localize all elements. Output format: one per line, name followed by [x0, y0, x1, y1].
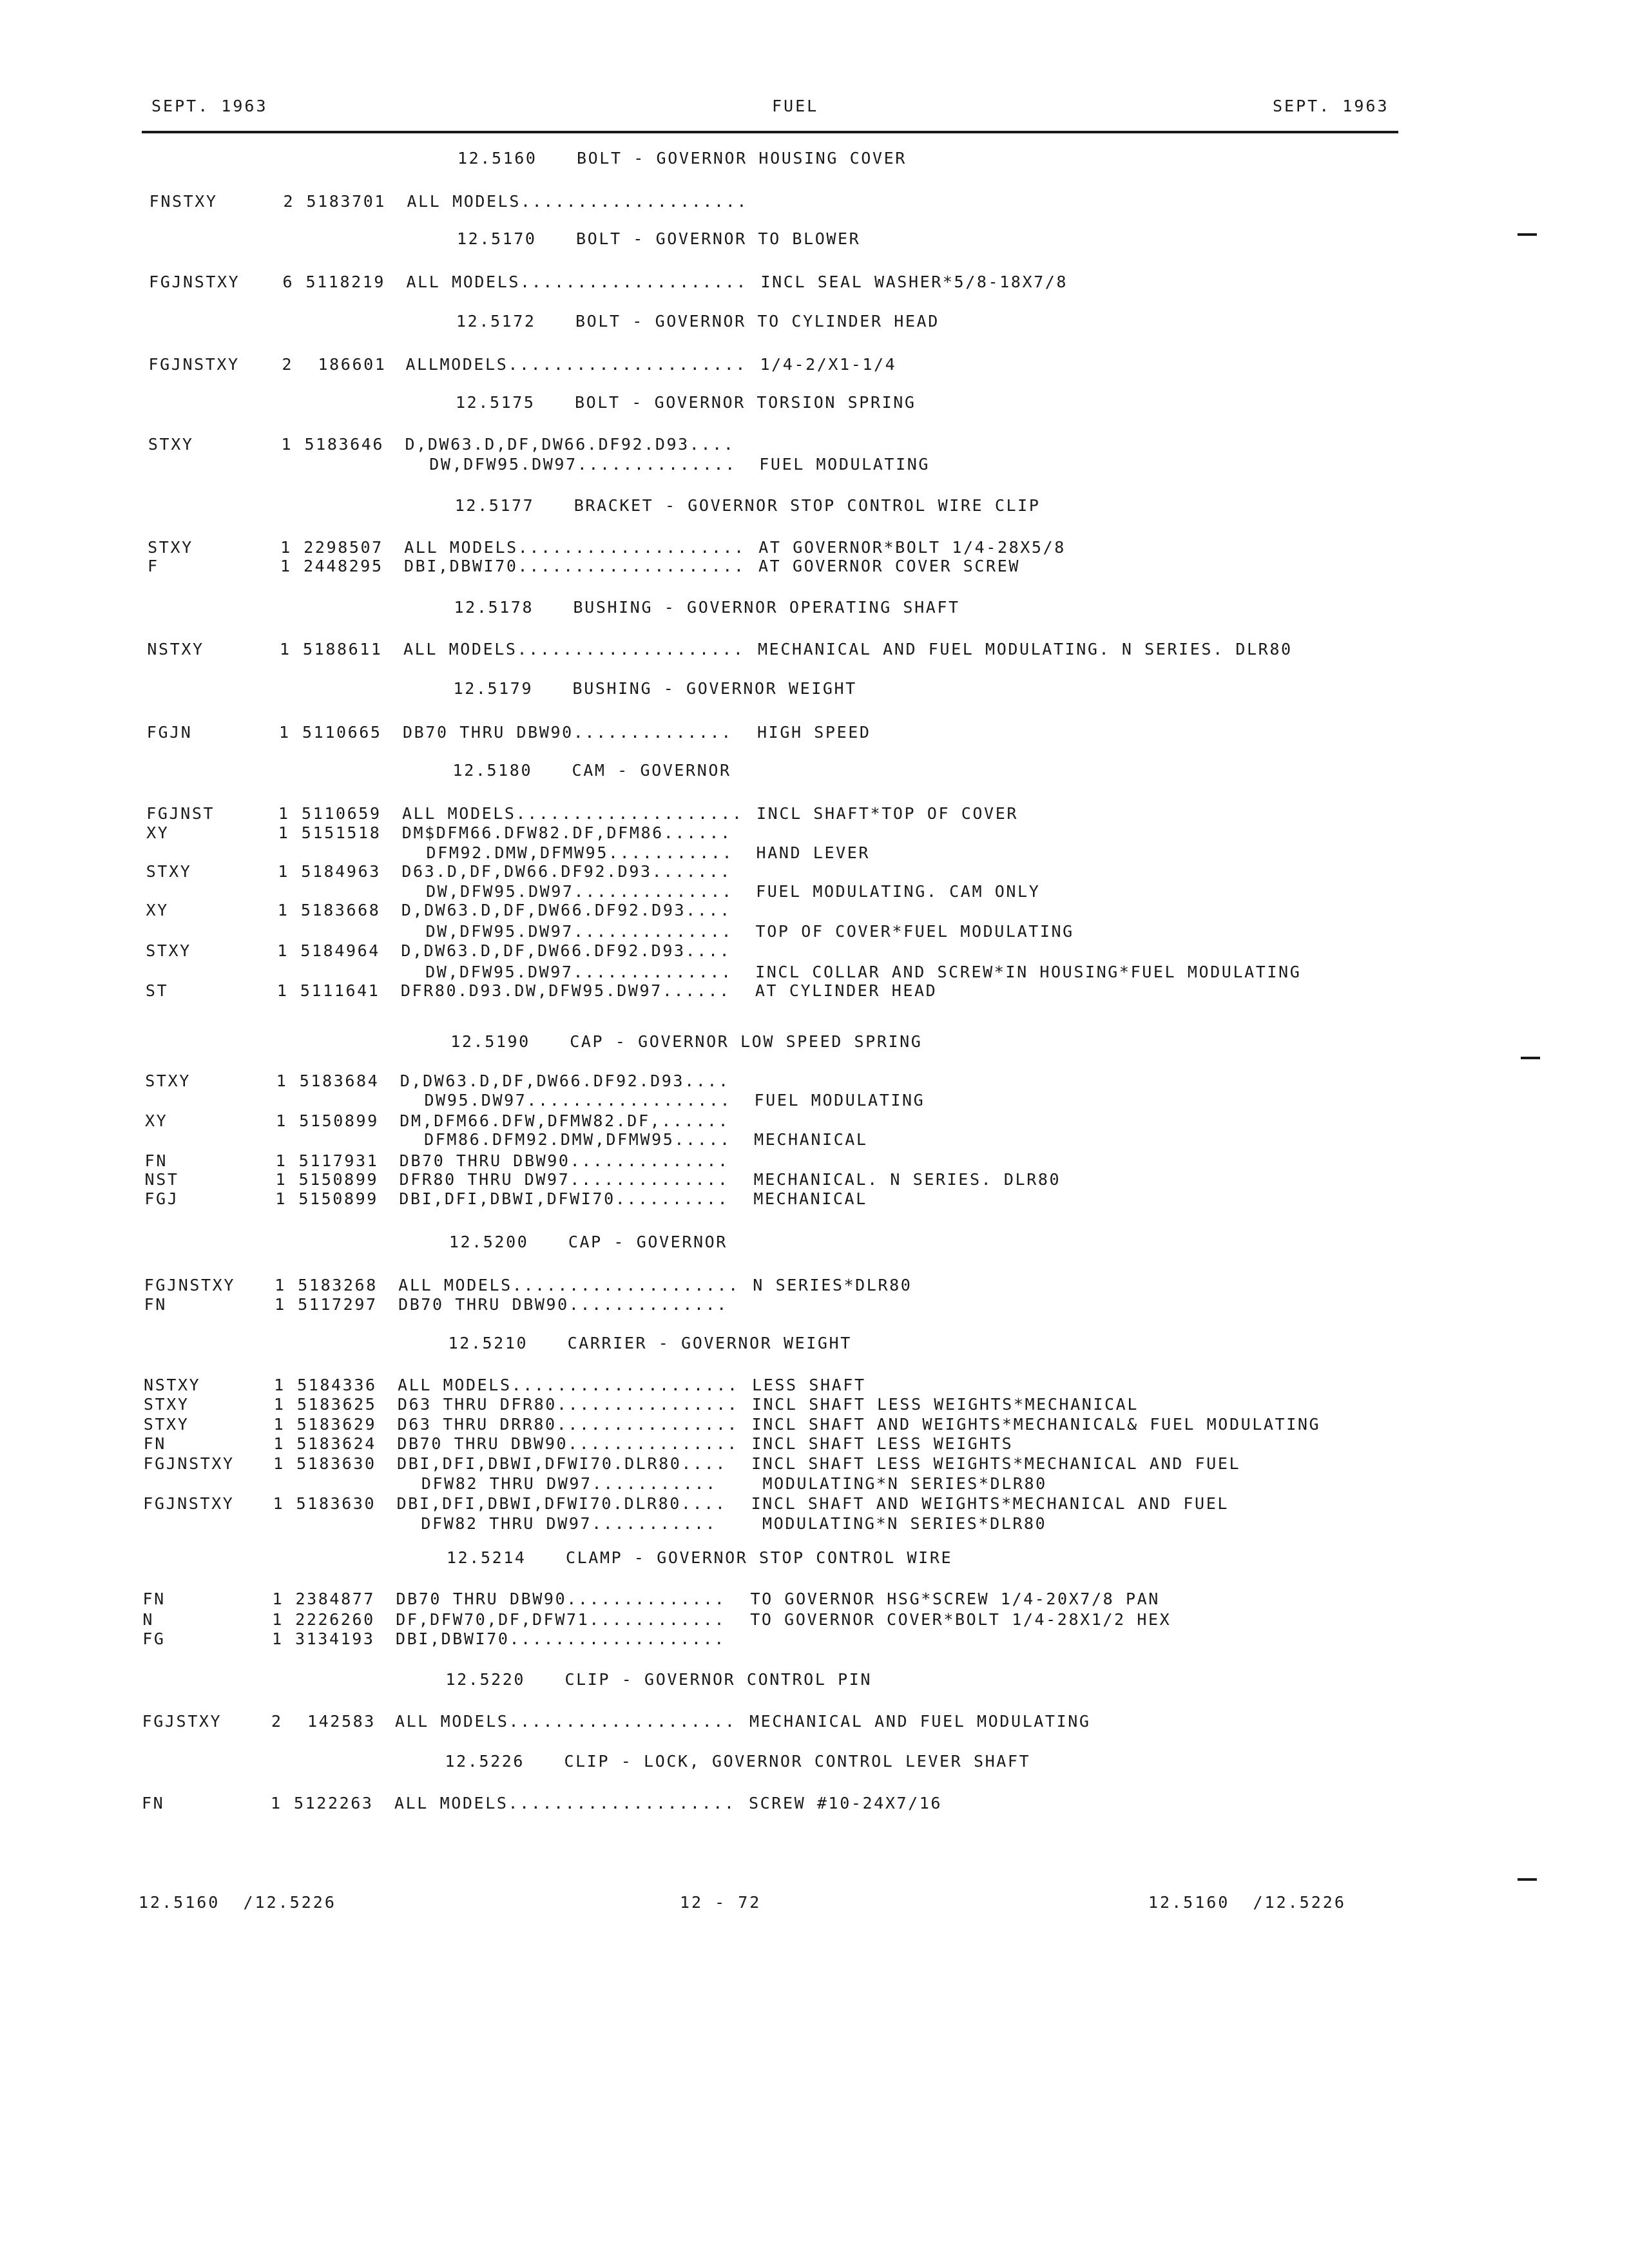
remarks: 1/4-2/X1-1/4 — [760, 355, 897, 374]
model-codes: XY — [144, 1111, 168, 1130]
remarks: AT CYLINDER HEAD — [755, 981, 938, 1000]
applicable-models: DFW82 THRU DW97........... — [421, 1474, 717, 1493]
group-title: BOLT - GOVERNOR TO BLOWER — [576, 229, 861, 248]
group-number: 12.5210 — [448, 1334, 528, 1352]
applicable-models: D,DW63.D,DF,DW66.DF92.D93.... — [401, 941, 731, 960]
part-number: 5184964 — [300, 941, 380, 960]
applicable-models: DW,DFW95.DW97.............. — [425, 963, 733, 981]
applicable-models: DB70 THRU DBW90.............. — [396, 1590, 726, 1608]
group-title: CARRIER - GOVERNOR WEIGHT — [567, 1334, 852, 1352]
quantity: 1 — [271, 1629, 284, 1648]
quantity: 1 — [276, 1072, 288, 1090]
group-title: BUSHING - GOVERNOR OPERATING SHAFT — [573, 598, 960, 617]
applicable-models: D,DW63.D,DF,DW66.DF92.D93.... — [400, 1072, 730, 1090]
model-codes: STXY — [143, 1415, 189, 1434]
part-number: 5183701 — [306, 192, 387, 211]
quantity: 1 — [275, 1276, 286, 1294]
model-codes: STXY — [148, 435, 194, 454]
part-number: 5150899 — [299, 1111, 379, 1130]
model-codes: FN — [144, 1295, 167, 1314]
applicable-models: D63 THRU DRR80................ — [397, 1415, 739, 1434]
margin-mark — [1518, 233, 1537, 236]
part-number: 186601 — [318, 355, 387, 374]
header-rule — [142, 131, 1398, 133]
remarks: TO GOVERNOR COVER*BOLT 1/4-28X1/2 HEX — [750, 1610, 1171, 1629]
quantity: 1 — [273, 1454, 285, 1473]
applicable-models: D63 THRU DFR80................ — [397, 1395, 739, 1414]
margin-mark — [1518, 1878, 1537, 1881]
quantity: 1 — [281, 435, 293, 454]
applicable-models: DW95.DW97.................. — [424, 1091, 732, 1110]
group-number: 12.5177 — [454, 496, 535, 515]
applicable-models: ALLMODELS..................... — [405, 355, 747, 374]
remarks: MECHANICAL — [754, 1130, 868, 1149]
quantity: 1 — [273, 1395, 285, 1414]
remarks: FUEL MODULATING — [759, 455, 930, 474]
model-codes: STXY — [148, 538, 193, 557]
applicable-models: DFM86.DFM92.DMW,DFMW95..... — [424, 1130, 731, 1149]
applicable-models: ALL MODELS.................... — [403, 640, 745, 658]
remarks: INCL COLLAR AND SCREW*IN HOUSING*FUEL MODULATING — [755, 963, 1302, 981]
group-title: CLAMP - GOVERNOR STOP CONTROL WIRE — [565, 1548, 953, 1567]
quantity: 1 — [275, 1189, 287, 1208]
group-number: 12.5170 — [457, 229, 537, 248]
model-codes: STXY — [146, 941, 191, 960]
model-codes: FNSTXY — [149, 192, 218, 211]
part-number: 2226260 — [295, 1610, 375, 1629]
model-codes: FGJNST — [146, 804, 215, 823]
remarks: HAND LEVER — [756, 843, 871, 862]
group-number: 12.5172 — [456, 312, 536, 331]
model-codes: FGJNSTXY — [144, 1276, 235, 1294]
model-codes: XY — [146, 823, 169, 842]
quantity: 1 — [278, 823, 290, 842]
group-number: 12.5180 — [452, 761, 533, 780]
quantity: 1 — [273, 1434, 285, 1453]
model-codes: NSTXY — [147, 640, 204, 658]
model-codes: FGJNSTXY — [143, 1454, 235, 1473]
part-number: 5151518 — [301, 823, 381, 842]
applicable-models: ALL MODELS.................... — [398, 1376, 739, 1394]
part-number: 5184336 — [297, 1376, 377, 1394]
applicable-models: DM,DFM66.DFW,DFMW82.DF,...... — [400, 1111, 730, 1130]
quantity: 1 — [276, 981, 289, 1000]
quantity: 1 — [277, 901, 289, 919]
part-number: 5183624 — [296, 1434, 376, 1453]
model-codes: FGJ — [144, 1189, 179, 1208]
group-number: 12.5190 — [450, 1032, 530, 1051]
model-codes: FN — [143, 1434, 166, 1453]
quantity: 1 — [280, 557, 292, 575]
model-codes: FGJNSTXY — [143, 1494, 235, 1513]
applicable-models: D,DW63.D,DF,DW66.DF92.D93.... — [401, 901, 731, 919]
applicable-models: DB70 THRU DBW90.............. — [399, 1151, 729, 1170]
remarks: INCL SHAFT AND WEIGHTS*MECHANICAL AND FUEL — [751, 1494, 1229, 1513]
group-title: BUSHING - GOVERNOR WEIGHT — [572, 679, 857, 698]
model-codes: NSTXY — [144, 1376, 201, 1394]
part-number: 2384877 — [295, 1590, 376, 1608]
group-number: 12.5214 — [446, 1548, 526, 1567]
applicable-models: ALL MODELS.................... — [404, 538, 746, 557]
quantity: 1 — [278, 862, 289, 881]
applicable-models: DB70 THRU DBW90.............. — [403, 723, 733, 742]
applicable-models: DBI,DBWI70.................... — [404, 557, 746, 575]
quantity: 1 — [278, 804, 290, 823]
header-section-title: FUEL — [772, 97, 819, 115]
remarks: HIGH SPEED — [757, 723, 871, 742]
part-number: 5117931 — [298, 1151, 379, 1170]
header-left-date: SEPT. 1963 — [151, 97, 268, 115]
quantity: 1 — [280, 538, 292, 557]
remarks: FUEL MODULATING. CAM ONLY — [756, 882, 1041, 901]
quantity: 1 — [272, 1610, 284, 1629]
applicable-models: DB70 THRU DBW90.............. — [398, 1295, 728, 1314]
part-number: 5110659 — [302, 804, 381, 823]
model-codes: FGJNSTXY — [148, 355, 240, 374]
part-number: 5183629 — [296, 1415, 377, 1434]
group-title: CAP - GOVERNOR — [568, 1233, 728, 1251]
applicable-models: DBI,DFI,DBWI,DFWI70.......... — [399, 1189, 729, 1208]
part-number: 2298507 — [304, 538, 383, 557]
applicable-models: ALL MODELS.................... — [406, 273, 748, 291]
model-codes: ST — [145, 981, 169, 1000]
footer-right-range: 12.5160 /12.5226 — [1148, 1893, 1346, 1912]
part-number: 2448295 — [304, 557, 383, 575]
applicable-models: DW,DFW95.DW97.............. — [425, 922, 733, 941]
part-number: 5183630 — [296, 1454, 376, 1473]
quantity: 6 — [282, 273, 294, 291]
group-number: 12.5200 — [448, 1233, 529, 1251]
part-number: 5183625 — [296, 1395, 377, 1414]
part-number: 142583 — [307, 1712, 376, 1731]
quantity: 1 — [271, 1794, 282, 1812]
part-number: 5183668 — [300, 901, 381, 919]
margin-mark — [1521, 1057, 1540, 1059]
group-title: BOLT - GOVERNOR TORSION SPRING — [575, 393, 916, 412]
model-codes: FG — [142, 1629, 166, 1648]
part-number: 5184963 — [301, 862, 381, 881]
remarks: AT GOVERNOR*BOLT 1/4-28X5/8 — [758, 538, 1066, 557]
group-title: BRACKET - GOVERNOR STOP CONTROL WIRE CLIP — [574, 496, 1041, 515]
model-codes: N — [142, 1610, 154, 1629]
quantity: 1 — [280, 640, 291, 658]
group-title: CAP - GOVERNOR LOW SPEED SPRING — [570, 1032, 923, 1051]
remarks: SCREW #10-24X7/16 — [749, 1794, 943, 1812]
group-number: 12.5175 — [456, 393, 535, 412]
part-number: 5150899 — [298, 1170, 379, 1189]
remarks: LESS SHAFT — [752, 1376, 866, 1394]
model-codes: FGJN — [146, 723, 193, 742]
remarks: INCL SHAFT LESS WEIGHTS — [751, 1434, 1014, 1453]
model-codes: XY — [146, 901, 169, 919]
quantity: 1 — [273, 1494, 285, 1513]
model-codes: STXY — [146, 862, 192, 881]
applicable-models: ALL MODELS.................... — [398, 1276, 740, 1294]
quantity: 1 — [275, 1151, 287, 1170]
quantity: 1 — [274, 1376, 285, 1394]
quantity: 2 — [271, 1712, 283, 1731]
part-number: 5183630 — [296, 1494, 376, 1513]
quantity: 1 — [279, 723, 291, 742]
group-number: 12.5160 — [458, 149, 537, 168]
part-number: 5183268 — [298, 1276, 378, 1294]
remarks: MODULATING*N SERIES*DLR80 — [751, 1474, 1047, 1493]
model-codes: STXY — [143, 1395, 189, 1414]
group-number: 12.5179 — [453, 679, 534, 698]
part-number: 5111641 — [300, 981, 380, 1000]
model-codes: F — [148, 557, 159, 575]
model-codes: FN — [144, 1151, 168, 1170]
remarks: FUEL MODULATING — [754, 1091, 925, 1110]
applicable-models: DM$DFM66.DFW82.DF,DFM86...... — [401, 823, 732, 842]
quantity: 1 — [276, 1111, 287, 1130]
applicable-models: DFR80.D93.DW,DFW95.DW97...... — [400, 981, 731, 1000]
remarks: MECHANICAL. N SERIES. DLR80 — [753, 1170, 1061, 1189]
part-number: 5110665 — [302, 723, 382, 742]
group-title: CAM - GOVERNOR — [572, 761, 731, 780]
quantity: 1 — [272, 1590, 284, 1608]
applicable-models: DFR80 THRU DW97.............. — [399, 1170, 729, 1189]
footer-left-range: 12.5160 /12.5226 — [139, 1893, 336, 1912]
part-number: 5122263 — [294, 1794, 374, 1812]
remarks: TO GOVERNOR HSG*SCREW 1/4-20X7/8 PAN — [750, 1590, 1160, 1608]
part-number: 5118219 — [305, 273, 386, 291]
quantity: 1 — [275, 1295, 286, 1314]
group-title: CLIP - GOVERNOR CONTROL PIN — [564, 1670, 872, 1689]
applicable-models: D63.D,DF,DW66.DF92.D93....... — [401, 862, 732, 881]
part-number: 5188611 — [303, 640, 383, 658]
applicable-models: DBI,DBWI70................... — [395, 1629, 726, 1648]
part-number: 5183646 — [304, 435, 385, 454]
applicable-models: DFW82 THRU DW97........... — [421, 1514, 717, 1533]
quantity: 1 — [273, 1415, 285, 1434]
model-codes: FN — [142, 1794, 165, 1812]
remarks: MODULATING*N SERIES*DLR80 — [751, 1514, 1047, 1533]
model-codes: STXY — [145, 1072, 191, 1090]
group-number: 12.5226 — [445, 1752, 525, 1771]
group-title: BOLT - GOVERNOR TO CYLINDER HEAD — [575, 312, 940, 331]
part-number: 3134193 — [294, 1629, 375, 1648]
applicable-models: ALL MODELS.................... — [402, 804, 744, 823]
applicable-models: D,DW63.D,DF,DW66.DF92.D93.... — [405, 435, 735, 454]
applicable-models: ALL MODELS.................... — [407, 192, 749, 211]
quantity: 2 — [282, 355, 294, 374]
remarks: INCL SHAFT AND WEIGHTS*MECHANICAL& FUEL MODULATING — [751, 1415, 1321, 1434]
remarks: MECHANICAL — [753, 1189, 867, 1208]
model-codes: NST — [144, 1170, 179, 1189]
remarks: INCL SHAFT*TOP OF COVER — [757, 804, 1019, 823]
remarks: INCL SHAFT LESS WEIGHTS*MECHANICAL AND FUEL — [751, 1454, 1241, 1473]
header-right-date: SEPT. 1963 — [1273, 97, 1389, 115]
applicable-models: DFM92.DMW,DFMW95........... — [426, 843, 734, 862]
group-number: 12.5178 — [454, 598, 534, 617]
remarks: MECHANICAL AND FUEL MODULATING — [749, 1712, 1091, 1731]
part-number: 5150899 — [298, 1189, 378, 1208]
footer-page-number: 12 - 72 — [680, 1893, 762, 1912]
group-title: BOLT - GOVERNOR HOUSING COVER — [577, 149, 907, 168]
remarks: N SERIES*DLR80 — [753, 1276, 912, 1294]
applicable-models: DBI,DFI,DBWI,DFWI70.DLR80.... — [396, 1494, 727, 1513]
quantity: 1 — [275, 1170, 287, 1189]
remarks: AT GOVERNOR COVER SCREW — [758, 557, 1021, 575]
quantity: 1 — [277, 941, 289, 960]
remarks: TOP OF COVER*FUEL MODULATING — [755, 922, 1074, 941]
applicable-models: DBI,DFI,DBWI,DFWI70.DLR80.... — [397, 1454, 728, 1473]
model-codes: FN — [142, 1590, 166, 1608]
applicable-models: DB70 THRU DBW90............... — [397, 1434, 738, 1453]
applicable-models: DW,DFW95.DW97.............. — [429, 455, 737, 474]
model-codes: FGJSTXY — [142, 1712, 222, 1731]
model-codes: FGJNSTXY — [149, 273, 240, 291]
applicable-models: DF,DFW70,DF,DFW71............ — [396, 1610, 726, 1629]
remarks: INCL SHAFT LESS WEIGHTS*MECHANICAL — [751, 1395, 1139, 1414]
part-number: 5117297 — [298, 1295, 378, 1314]
remarks: MECHANICAL AND FUEL MODULATING. N SERIES. DLR80 — [758, 640, 1293, 658]
part-number: 5183684 — [299, 1072, 380, 1090]
applicable-models: ALL MODELS.................... — [394, 1794, 736, 1812]
group-title: CLIP - LOCK, GOVERNOR CONTROL LEVER SHAFT — [564, 1752, 1031, 1771]
applicable-models: DW,DFW95.DW97.............. — [426, 882, 733, 901]
group-number: 12.5220 — [445, 1670, 526, 1689]
quantity: 2 — [283, 192, 295, 211]
remarks: INCL SEAL WASHER*5/8-18X7/8 — [760, 273, 1068, 291]
applicable-models: ALL MODELS.................... — [394, 1712, 737, 1731]
